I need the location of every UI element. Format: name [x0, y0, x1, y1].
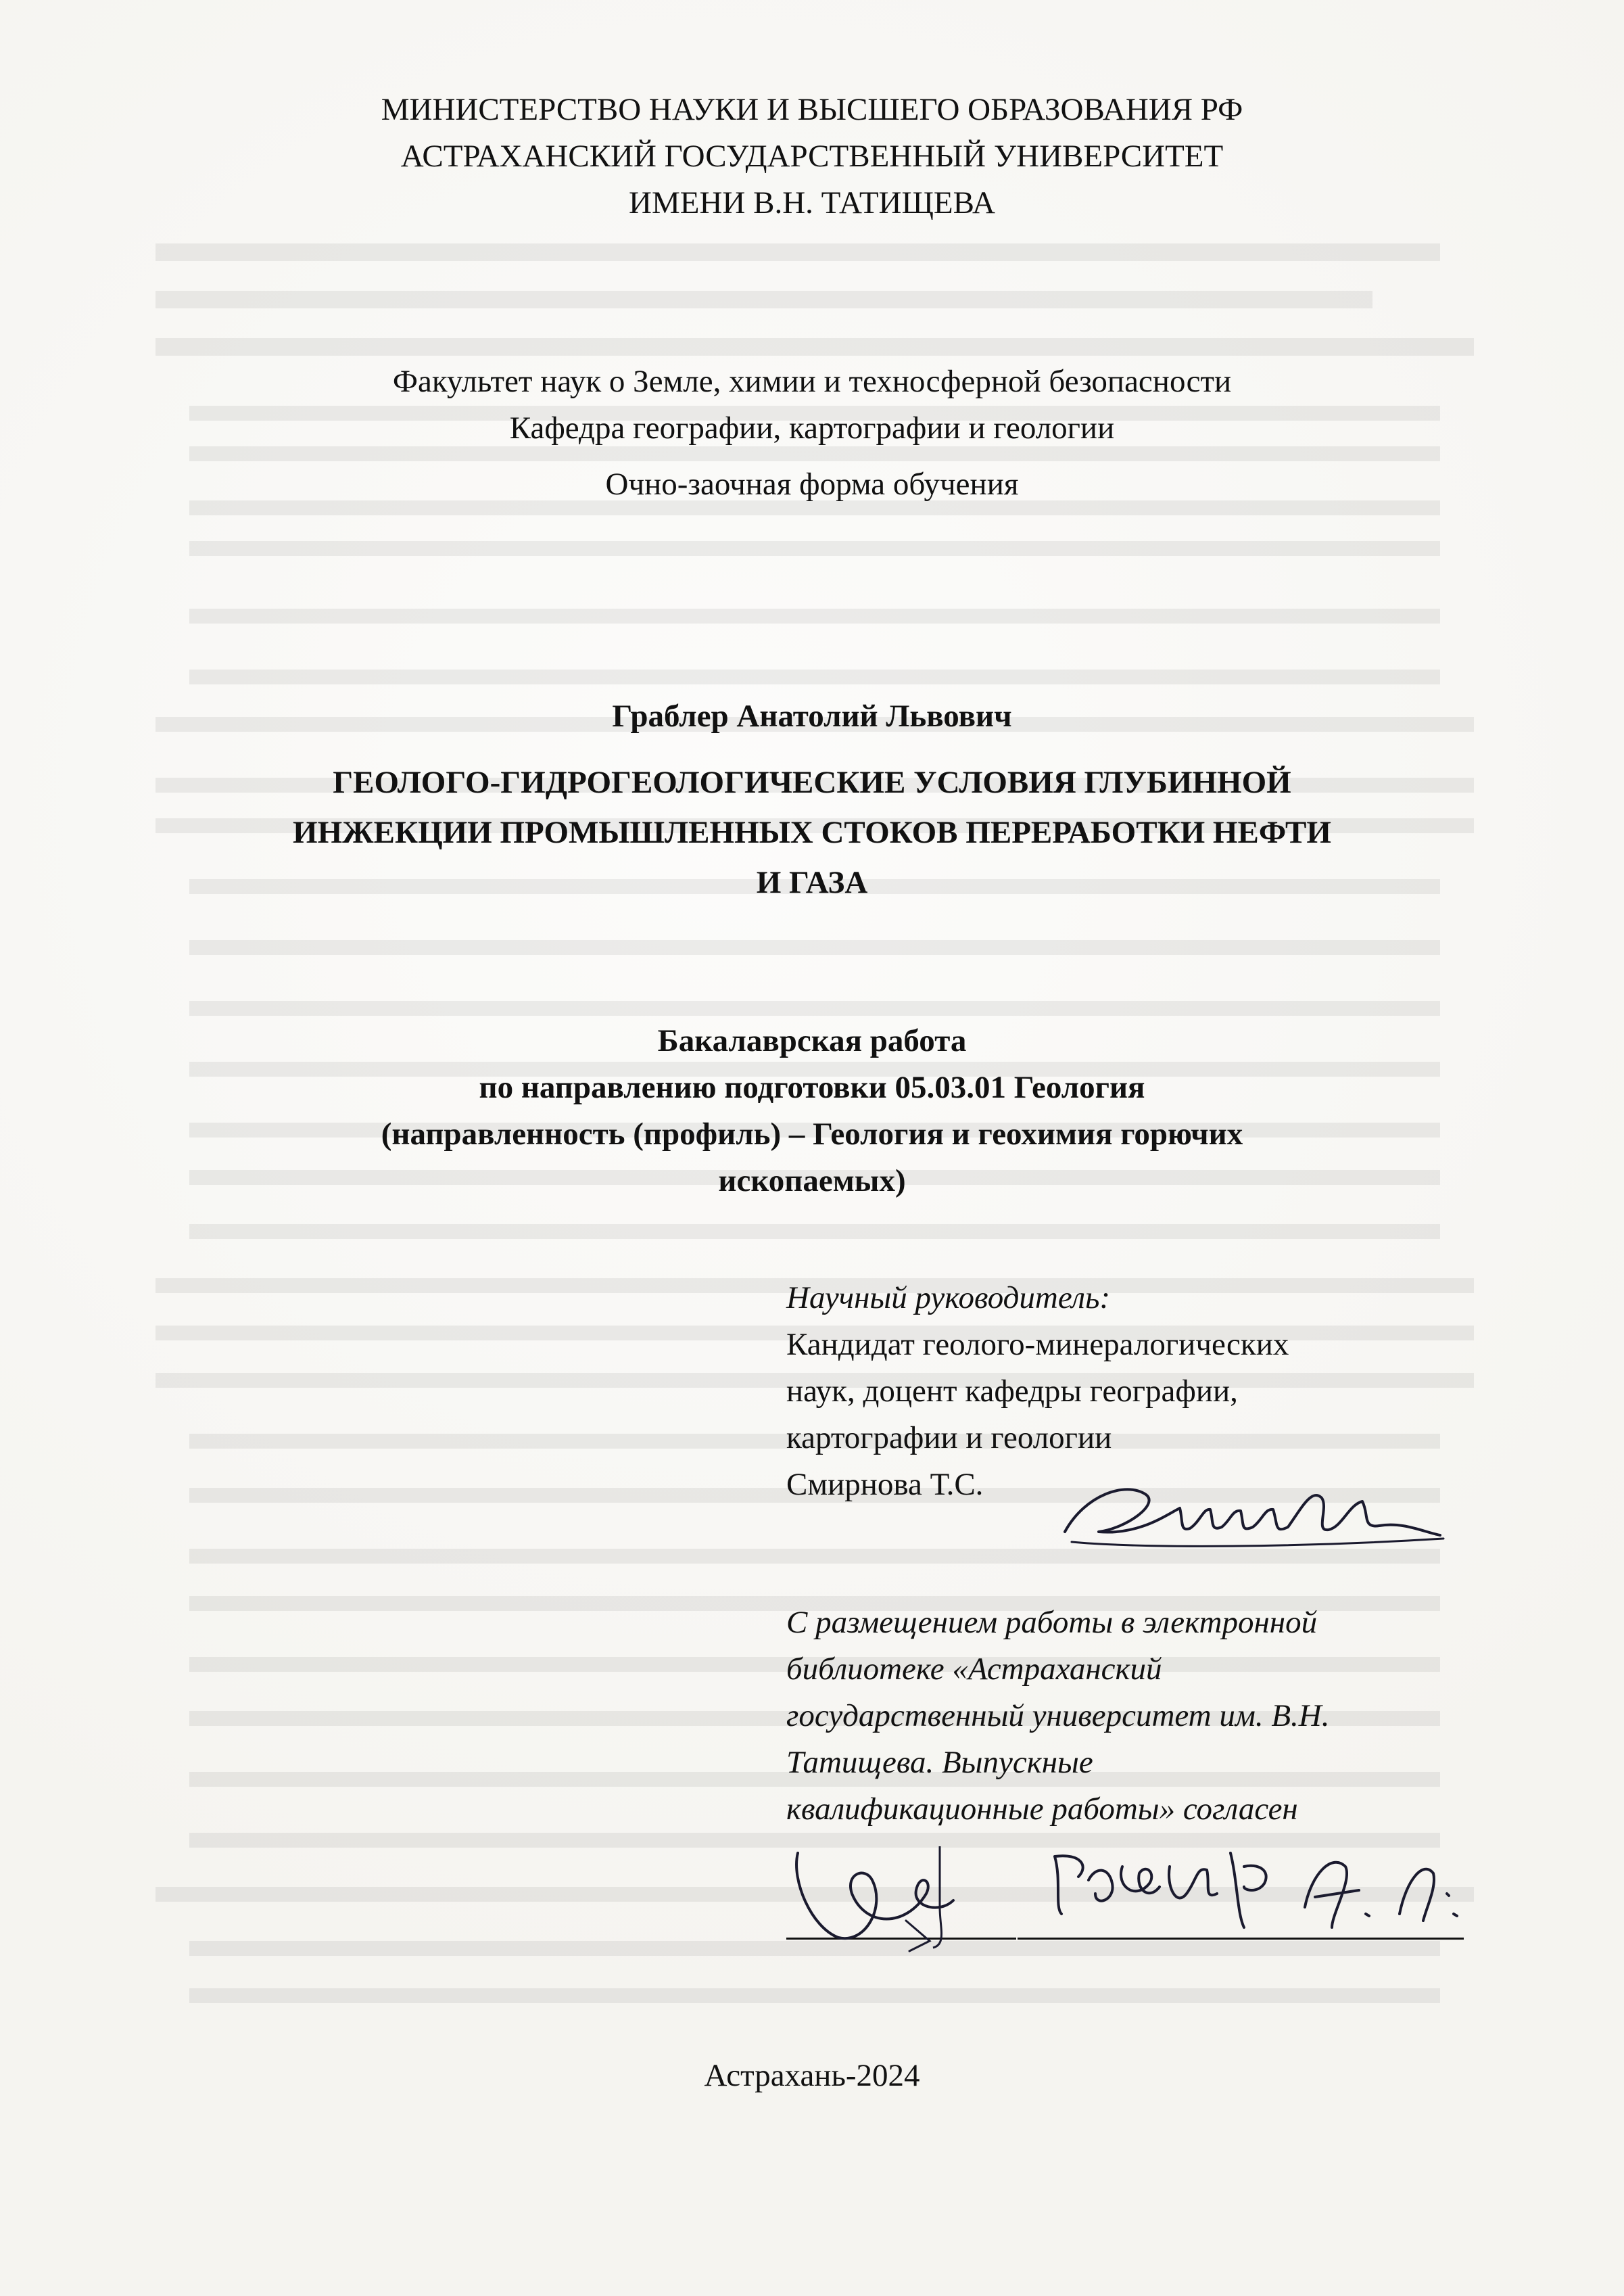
- consent-line4: Татищева. Выпускные: [786, 1745, 1093, 1780]
- city-year-block: [0, 2053, 1624, 2099]
- consent-line3: государственный университет им. В.Н.: [786, 1698, 1330, 1733]
- study-form: Очно-заочная форма обучения: [605, 467, 1019, 502]
- supervisor-degree-line1: Кандидат геолого-минералогических: [786, 1327, 1289, 1362]
- consent-line5: квалификационные работы» согласен: [786, 1791, 1298, 1827]
- supervisor-heading: Научный руководитель:: [786, 1280, 1111, 1315]
- signature-line: [786, 1938, 1016, 1940]
- work-type-block: [0, 1018, 1624, 1204]
- university-name-line1: АСТРАХАНСКИЙ ГОСУДАРСТВЕННЫЙ УНИВЕРСИТЕТ: [400, 139, 1224, 174]
- work-profile-line2: ископаемых): [718, 1163, 906, 1198]
- consent-block: [786, 1599, 1530, 1833]
- supervisor-block: [786, 1275, 1530, 1508]
- faculty-name: Факультет наук о Земле, химии и техносферной безопасности: [392, 364, 1232, 399]
- name-line: [1018, 1938, 1464, 1940]
- work-profile-line1: (направленность (профиль) – Геология и геохимия горючих: [381, 1117, 1243, 1152]
- faculty-block: [0, 358, 1624, 508]
- supervisor-degree-line2: наук, доцент кафедры географии,: [786, 1374, 1238, 1409]
- consent-line2: библиотеке «Астраханский: [786, 1651, 1162, 1687]
- work-direction: по направлению подготовки 05.03.01 Геология: [479, 1070, 1145, 1105]
- ministry-header: [0, 87, 1624, 227]
- university-name-line2: ИМЕНИ В.Н. ТАТИЩЕВА: [629, 185, 995, 220]
- thesis-title: [0, 757, 1624, 908]
- supervisor-degree-line3: картографии и геологии: [786, 1420, 1112, 1455]
- work-type: Бакалаврская работа: [657, 1023, 967, 1058]
- city-year: Астрахань-2024: [704, 2058, 920, 2093]
- department-name: Кафедра географии, картографии и геологии: [509, 411, 1115, 446]
- student-signature: [771, 1826, 1481, 1954]
- title-line2: ИНЖЕКЦИИ ПРОМЫШЛЕННЫХ СТОКОВ ПЕРЕРАБОТКИ НЕФТИ: [293, 815, 1331, 850]
- consent-line1: С размещением работы в электронной: [786, 1605, 1318, 1640]
- title-line1: ГЕОЛОГО-ГИДРОГЕОЛОГИЧЕСКИЕ УСЛОВИЯ ГЛУБИННОЙ: [333, 765, 1291, 800]
- supervisor-name: Смирнова Т.С.: [786, 1467, 984, 1502]
- author-name: Граблер Анатолий Львович: [612, 699, 1012, 734]
- ministry-name: МИНИСТЕРСТВО НАУКИ И ВЫСШЕГО ОБРАЗОВАНИЯ РФ: [381, 92, 1243, 127]
- author-block: [0, 693, 1624, 740]
- title-line3: И ГАЗА: [756, 865, 868, 900]
